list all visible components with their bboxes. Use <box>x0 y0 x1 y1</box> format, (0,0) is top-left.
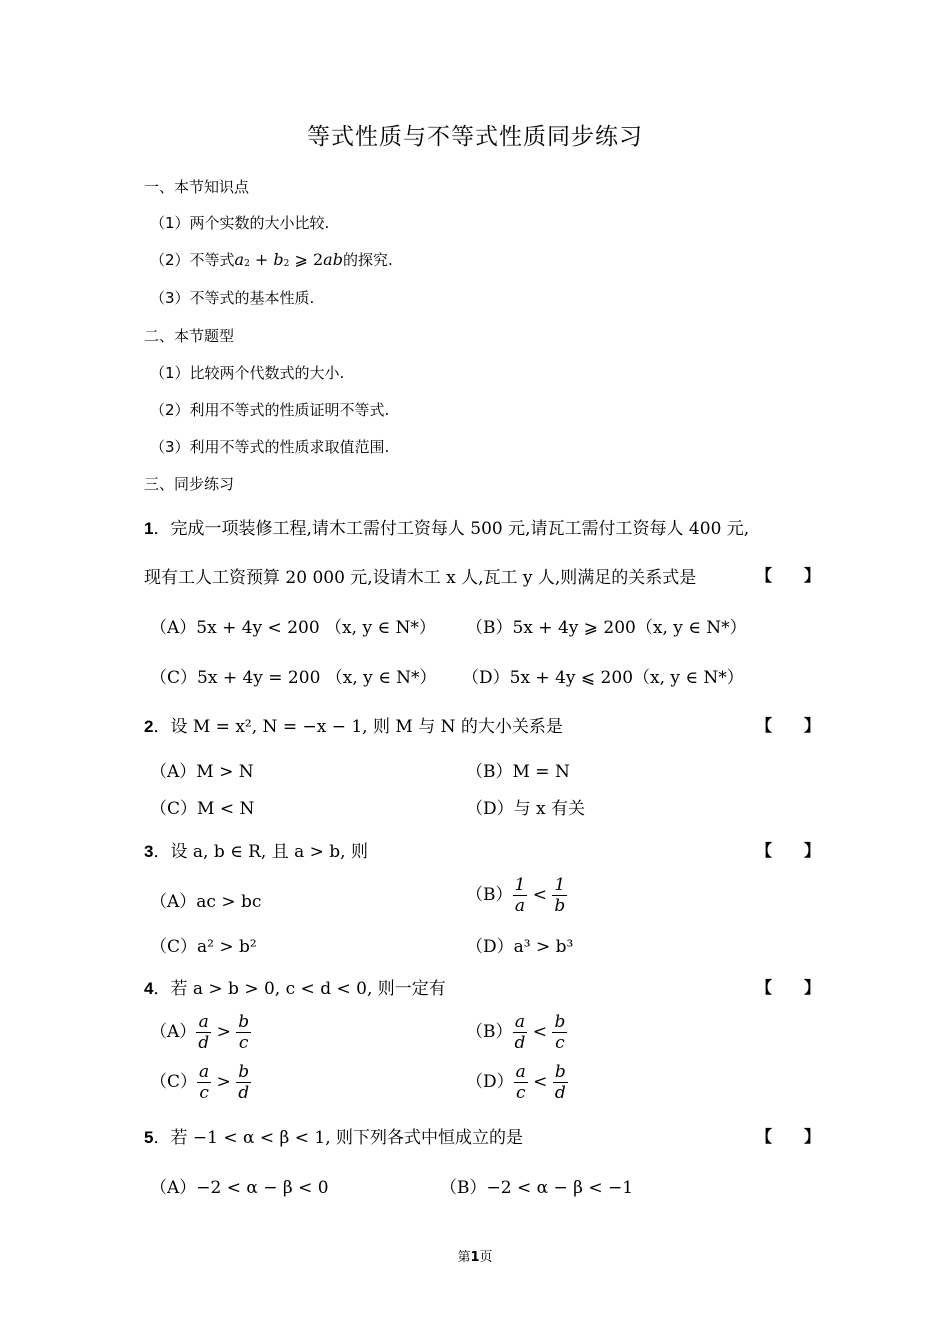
option-b: （B）−2 < α − β < −1 <box>440 1178 634 1198</box>
fraction-a-over-c: $\frac{a}{c}$ <box>199 1062 210 1103</box>
question-text: ．若 a > b > 0, c < d < 0, 则一定有 <box>153 979 446 999</box>
fraction-b-over-c: $\frac{b}{c}$ <box>554 1012 566 1053</box>
question-4 <box>144 974 446 999</box>
option-c: （C）M < N <box>150 799 255 819</box>
fraction-a-over-d: $\frac{a}{d}$ <box>514 1012 526 1053</box>
type-item: （1）比较两个代数式的大小. <box>150 364 345 382</box>
inequality-formula: $a^2 + b^2$ ⩾ 2ab <box>234 250 343 269</box>
question-5 <box>144 1123 523 1148</box>
option-a: （A）5x + 4y < 200 （x, y ∈ N*） <box>150 618 436 638</box>
fraction-1-over-a: $\frac{1}{a}$ <box>514 875 526 916</box>
section-heading-knowledge: 一、本节知识点 <box>144 178 250 196</box>
section-heading-types: 二、本节题型 <box>144 327 235 345</box>
question-number: 4 <box>144 979 154 998</box>
footer-prefix: 第 <box>457 1250 471 1265</box>
question-number: 2 <box>144 717 154 736</box>
answer-bracket: 【 】 <box>756 566 821 585</box>
option-c: （C） $\frac{a}{c}$ > $\frac{b}{d}$ <box>150 1062 250 1103</box>
question-text: ．完成一项装修工程,请木工需付工资每人 500 元,请瓦工需付工资每人 400 元, <box>153 519 750 539</box>
question-number: 1 <box>144 519 154 538</box>
fraction-b-over-d: $\frac{b}{d}$ <box>238 1062 250 1103</box>
option-label: （D） <box>466 1072 514 1092</box>
answer-bracket: 【 】 <box>756 1127 821 1146</box>
option-a: （A）M > N <box>150 762 254 782</box>
fraction-1-over-b: $\frac{1}{b}$ <box>554 875 566 916</box>
option-a: （A）−2 < α − β < 0 <box>150 1178 329 1198</box>
option-label: （C） <box>150 1072 198 1092</box>
question-text: ．设 a, b ∈ R, 且 a > b, 则 <box>153 842 368 862</box>
option-d: （D）与 x 有关 <box>466 799 586 819</box>
fraction-a-over-c: $\frac{a}{c}$ <box>515 1062 526 1103</box>
option-c: （C）a² > b² <box>150 937 257 957</box>
option-b: （B） $\frac{a}{d}$ < $\frac{b}{c}$ <box>466 1012 566 1053</box>
option-d: （D）5x + 4y ⩽ 200（x, y ∈ N*） <box>462 668 744 688</box>
question-text: ．若 −1 < α < β < 1, 则下列各式中恒成立的是 <box>153 1128 524 1148</box>
type-item: （3）利用不等式的性质求取值范围. <box>150 438 390 456</box>
question-1-line1 <box>144 514 749 539</box>
knowledge-item: （1）两个实数的大小比较. <box>150 214 330 232</box>
knowledge-item-suffix: 的探究. <box>342 251 393 269</box>
knowledge-item <box>150 249 393 270</box>
knowledge-item: （3）不等式的基本性质. <box>150 289 315 307</box>
footer-suffix: 页 <box>479 1250 493 1265</box>
answer-bracket: 【 】 <box>756 841 821 860</box>
fraction-a-over-d: $\frac{a}{d}$ <box>198 1012 210 1053</box>
option-d: （D） $\frac{a}{c}$ < $\frac{b}{d}$ <box>466 1062 566 1103</box>
question-text: ．设 M = x², N = −x − 1, 则 M 与 N 的大小关系是 <box>153 717 563 737</box>
question-number: 5 <box>144 1128 154 1147</box>
option-c: （C）5x + 4y = 200 （x, y ∈ N*） <box>150 668 437 688</box>
option-d: （D）a³ > b³ <box>466 937 574 957</box>
section-heading-practice: 三、同步练习 <box>144 475 235 493</box>
knowledge-item-prefix: （2）不等式 <box>150 251 235 269</box>
option-b: （B）M = N <box>466 762 570 782</box>
question-1-line2: 现有工人工资预算 20 000 元,设请木工 x 人,瓦工 y 人,则满足的关系式是 <box>144 568 697 588</box>
option-b: （B） $\frac{1}{a}$ < $\frac{1}{b}$ <box>466 875 566 916</box>
page-footer <box>0 1246 950 1265</box>
question-2 <box>144 712 563 737</box>
type-item: （2）利用不等式的性质证明不等式. <box>150 401 390 419</box>
option-b: （B）5x + 4y ⩾ 200（x, y ∈ N*） <box>466 618 747 638</box>
option-a: （A）ac > bc <box>150 892 262 912</box>
fraction-b-over-d: $\frac{b}{d}$ <box>554 1062 566 1103</box>
question-3 <box>144 837 368 862</box>
option-a: （A） $\frac{a}{d}$ > $\frac{b}{c}$ <box>150 1012 250 1053</box>
answer-bracket: 【 】 <box>756 716 821 735</box>
option-label: （B） <box>466 1022 513 1042</box>
option-label: （B） <box>466 885 513 905</box>
page-title: 等式性质与不等式性质同步练习 <box>307 124 643 150</box>
fraction-b-over-c: $\frac{b}{c}$ <box>238 1012 250 1053</box>
question-number: 3 <box>144 842 154 861</box>
option-label: （A） <box>150 1022 197 1042</box>
answer-bracket: 【 】 <box>756 978 821 997</box>
page-number: 1 <box>470 1250 480 1265</box>
